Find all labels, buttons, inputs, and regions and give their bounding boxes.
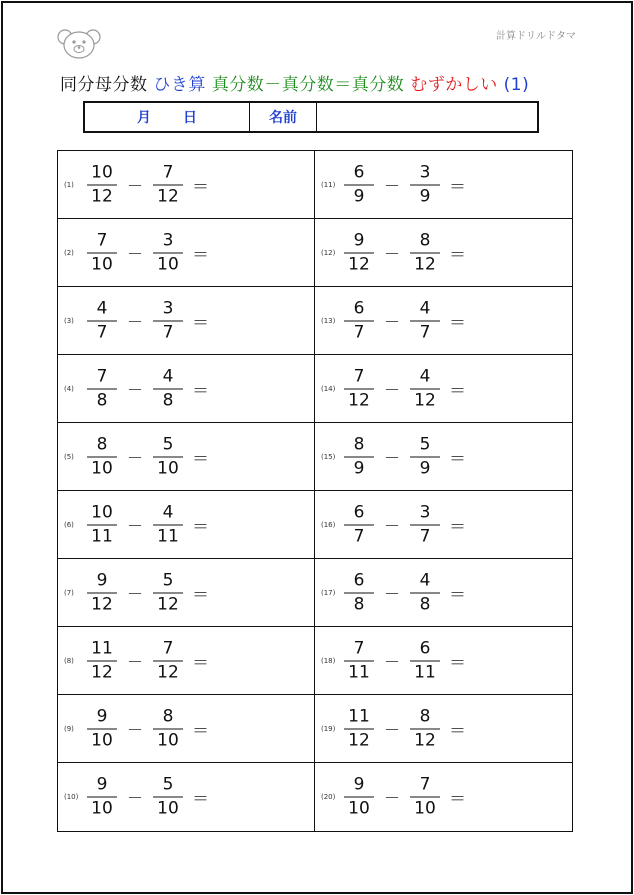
numerator: 4 xyxy=(96,298,108,318)
equals-sign: ＝ xyxy=(192,381,209,401)
subtrahend-fraction xyxy=(150,367,186,410)
name-input[interactable] xyxy=(317,103,537,131)
denominator: 12 xyxy=(414,730,436,750)
denominator: 10 xyxy=(157,458,179,478)
minuend-fraction xyxy=(341,299,377,342)
problem-number: (2) xyxy=(64,248,74,257)
fraction-bar xyxy=(410,252,440,253)
numerator: 7 xyxy=(162,638,174,658)
fraction-bar xyxy=(87,320,117,321)
fraction-bar xyxy=(87,524,117,525)
fraction-bar xyxy=(344,728,374,729)
subtrahend-fraction xyxy=(150,231,186,274)
denominator: 10 xyxy=(91,798,113,819)
equals-sign: ＝ xyxy=(192,517,209,537)
problem-number: (8) xyxy=(64,656,74,665)
fraction-bar xyxy=(153,797,183,798)
numerator: 3 xyxy=(419,162,431,182)
subtraction-expression xyxy=(84,299,209,342)
fraction-bar xyxy=(344,184,374,185)
numerator: 6 xyxy=(419,638,431,658)
equals-sign: ＝ xyxy=(449,517,466,537)
problem-cell xyxy=(315,287,572,355)
subtrahend-fraction xyxy=(407,776,443,819)
fraction-bar xyxy=(344,320,374,321)
subtrahend-fraction xyxy=(150,299,186,342)
title-part-pattern: 真分数－真分数＝真分数 xyxy=(211,75,405,95)
problem-cell xyxy=(58,559,315,627)
numerator: 7 xyxy=(162,162,174,182)
problem-cell xyxy=(315,559,572,627)
minuend-fraction xyxy=(84,776,120,819)
denominator: 7 xyxy=(353,322,365,342)
problem-number: (4) xyxy=(64,384,74,393)
subtraction-expression xyxy=(84,435,209,478)
fraction-bar xyxy=(410,660,440,661)
fraction-bar xyxy=(153,728,183,729)
minus-sign: － xyxy=(383,380,400,399)
subtraction-expression xyxy=(84,163,209,206)
subtrahend-fraction xyxy=(150,571,186,614)
subtraction-expression xyxy=(341,503,466,546)
fraction-bar xyxy=(153,320,183,321)
problem-cell xyxy=(58,627,315,695)
subtrahend-fraction xyxy=(150,503,186,546)
subtraction-expression xyxy=(341,231,466,274)
fraction-bar xyxy=(87,252,117,253)
numerator: 10 xyxy=(91,502,113,522)
numerator: 6 xyxy=(353,570,365,590)
numerator: 6 xyxy=(353,502,365,522)
fraction-bar xyxy=(153,456,183,457)
denominator: 10 xyxy=(91,254,113,274)
minus-sign: － xyxy=(383,584,400,603)
problem-number: (5) xyxy=(64,452,74,461)
fraction-bar xyxy=(87,660,117,661)
equals-sign: ＝ xyxy=(192,313,209,333)
minus-sign: － xyxy=(126,380,143,399)
denominator: 8 xyxy=(353,594,365,614)
day-label: 日 xyxy=(183,110,197,126)
equals-sign: ＝ xyxy=(449,245,466,265)
equals-sign: ＝ xyxy=(192,449,209,469)
subtrahend-fraction xyxy=(407,231,443,274)
problem-cell xyxy=(58,355,315,423)
numerator: 3 xyxy=(419,502,431,522)
fraction-bar xyxy=(344,456,374,457)
denominator: 10 xyxy=(91,458,113,478)
denominator: 12 xyxy=(91,594,113,614)
fraction-bar xyxy=(87,728,117,729)
denominator: 11 xyxy=(414,662,436,682)
problem-grid xyxy=(57,150,573,832)
problem-number: (18) xyxy=(321,656,336,665)
minus-sign: － xyxy=(383,516,400,535)
fraction-bar xyxy=(87,184,117,185)
minuend-fraction xyxy=(84,571,120,614)
numerator: 9 xyxy=(96,774,108,795)
equals-sign: ＝ xyxy=(449,789,466,810)
minus-sign: － xyxy=(383,176,400,195)
numerator: 3 xyxy=(162,230,174,250)
equals-sign: ＝ xyxy=(449,381,466,401)
subtraction-expression xyxy=(341,571,466,614)
numerator: 7 xyxy=(419,774,431,795)
problem-cell xyxy=(315,423,572,491)
numerator: 5 xyxy=(419,434,431,454)
minuend-fraction xyxy=(84,503,120,546)
denominator: 8 xyxy=(162,390,174,410)
subtraction-expression xyxy=(341,639,466,682)
equals-sign: ＝ xyxy=(192,789,209,810)
problem-number: (19) xyxy=(321,724,336,733)
subtrahend-fraction xyxy=(407,639,443,682)
numerator: 8 xyxy=(353,434,365,454)
denominator: 10 xyxy=(157,730,179,750)
title-part-fraction-type: 同分母分数 xyxy=(60,75,148,95)
minus-sign: － xyxy=(126,312,143,331)
subtraction-expression xyxy=(84,231,209,274)
fraction-bar xyxy=(410,184,440,185)
numerator: 10 xyxy=(91,162,113,182)
fraction-bar xyxy=(344,592,374,593)
denominator: 8 xyxy=(419,594,431,614)
denominator: 10 xyxy=(157,798,179,819)
denominator: 7 xyxy=(162,322,174,342)
equals-sign: ＝ xyxy=(449,721,466,741)
fraction-bar xyxy=(344,797,374,798)
fraction-bar xyxy=(87,456,117,457)
minus-sign: － xyxy=(126,516,143,535)
denominator: 10 xyxy=(348,798,370,819)
name-date-box xyxy=(83,101,539,133)
problem-cell xyxy=(58,423,315,491)
problem-number: (20) xyxy=(321,793,336,801)
numerator: 6 xyxy=(353,162,365,182)
denominator: 9 xyxy=(419,458,431,478)
denominator: 12 xyxy=(414,390,436,410)
equals-sign: ＝ xyxy=(192,653,209,673)
denominator: 12 xyxy=(348,730,370,750)
denominator: 9 xyxy=(353,186,365,206)
denominator: 11 xyxy=(157,526,179,546)
fraction-bar xyxy=(410,797,440,798)
subtraction-expression xyxy=(84,707,209,750)
numerator: 9 xyxy=(353,774,365,795)
subtrahend-fraction xyxy=(150,163,186,206)
minuend-fraction xyxy=(341,231,377,274)
bear-face-icon xyxy=(56,28,102,60)
denominator: 12 xyxy=(348,390,370,410)
denominator: 12 xyxy=(157,594,179,614)
denominator: 12 xyxy=(91,662,113,682)
problem-number: (17) xyxy=(321,588,336,597)
fraction-bar xyxy=(410,320,440,321)
minus-sign: － xyxy=(126,448,143,467)
subtrahend-fraction xyxy=(150,435,186,478)
subtraction-expression xyxy=(341,707,466,750)
minuend-fraction xyxy=(341,503,377,546)
equals-sign: ＝ xyxy=(192,721,209,741)
denominator: 10 xyxy=(157,254,179,274)
numerator: 4 xyxy=(419,298,431,318)
subtraction-expression xyxy=(341,435,466,478)
problem-number: (12) xyxy=(321,248,336,257)
brand-text: 計算ドリルドタマ xyxy=(496,31,576,42)
subtraction-expression xyxy=(341,163,466,206)
numerator: 4 xyxy=(162,502,174,522)
denominator: 12 xyxy=(348,254,370,274)
numerator: 8 xyxy=(162,706,174,726)
worksheet-title xyxy=(60,70,529,95)
minuend-fraction xyxy=(84,367,120,410)
subtraction-expression xyxy=(84,639,209,682)
minus-sign: － xyxy=(126,720,143,739)
subtrahend-fraction xyxy=(407,367,443,410)
fraction-bar xyxy=(410,728,440,729)
numerator: 6 xyxy=(353,298,365,318)
fraction-bar xyxy=(344,252,374,253)
fraction-bar xyxy=(87,592,117,593)
minus-sign: － xyxy=(383,652,400,671)
numerator: 8 xyxy=(419,230,431,250)
problem-number: (10) xyxy=(64,793,79,801)
minuend-fraction xyxy=(341,776,377,819)
minus-sign: － xyxy=(383,448,400,467)
subtraction-expression xyxy=(84,571,209,614)
equals-sign: ＝ xyxy=(449,313,466,333)
minus-sign: － xyxy=(126,584,143,603)
minuend-fraction xyxy=(341,707,377,750)
subtraction-expression xyxy=(341,299,466,342)
minuend-fraction xyxy=(84,639,120,682)
subtrahend-fraction xyxy=(407,163,443,206)
numerator: 9 xyxy=(353,230,365,250)
numerator: 5 xyxy=(162,774,174,795)
subtraction-expression xyxy=(84,503,209,546)
denominator: 9 xyxy=(419,186,431,206)
denominator: 7 xyxy=(353,526,365,546)
numerator: 9 xyxy=(96,570,108,590)
denominator: 12 xyxy=(157,662,179,682)
denominator: 7 xyxy=(96,322,108,342)
date-field[interactable] xyxy=(85,103,250,131)
problem-cell xyxy=(58,491,315,559)
minus-sign: － xyxy=(383,244,400,263)
fraction-bar xyxy=(410,592,440,593)
numerator: 7 xyxy=(96,366,108,386)
denominator: 11 xyxy=(91,526,113,546)
minuend-fraction xyxy=(84,435,120,478)
equals-sign: ＝ xyxy=(449,653,466,673)
denominator: 7 xyxy=(419,322,431,342)
numerator: 5 xyxy=(162,570,174,590)
subtrahend-fraction xyxy=(150,776,186,819)
problem-number: (15) xyxy=(321,452,336,461)
denominator: 12 xyxy=(157,186,179,206)
fraction-bar xyxy=(344,660,374,661)
numerator: 7 xyxy=(96,230,108,250)
title-part-sheet-number: (1) xyxy=(503,75,530,95)
name-label: 名前 xyxy=(250,103,317,131)
subtrahend-fraction xyxy=(150,707,186,750)
fraction-bar xyxy=(344,524,374,525)
problem-number: (14) xyxy=(321,384,336,393)
minuend-fraction xyxy=(341,367,377,410)
subtrahend-fraction xyxy=(407,435,443,478)
numerator: 8 xyxy=(419,706,431,726)
subtrahend-fraction xyxy=(150,639,186,682)
title-part-operation: ひき算 xyxy=(153,75,206,95)
fraction-bar xyxy=(410,524,440,525)
minus-sign: － xyxy=(383,720,400,739)
denominator: 9 xyxy=(353,458,365,478)
numerator: 3 xyxy=(162,298,174,318)
fraction-bar xyxy=(410,388,440,389)
minuend-fraction xyxy=(84,163,120,206)
problem-cell xyxy=(58,287,315,355)
numerator: 7 xyxy=(353,638,365,658)
fraction-bar xyxy=(410,456,440,457)
numerator: 11 xyxy=(348,706,370,726)
numerator: 4 xyxy=(419,570,431,590)
title-part-difficulty: むずかしい xyxy=(410,75,498,95)
fraction-bar xyxy=(344,388,374,389)
minus-sign: － xyxy=(126,652,143,671)
problem-number: (16) xyxy=(321,520,336,529)
problem-cell xyxy=(315,695,572,763)
fraction-bar xyxy=(153,592,183,593)
problem-cell xyxy=(315,355,572,423)
problem-number: (11) xyxy=(321,180,336,189)
numerator: 4 xyxy=(162,366,174,386)
denominator: 11 xyxy=(348,662,370,682)
subtrahend-fraction xyxy=(407,571,443,614)
equals-sign: ＝ xyxy=(449,177,466,197)
equals-sign: ＝ xyxy=(192,177,209,197)
problem-number: (3) xyxy=(64,316,74,325)
minuend-fraction xyxy=(341,435,377,478)
subtraction-expression xyxy=(341,776,466,819)
equals-sign: ＝ xyxy=(449,449,466,469)
month-label: 月 xyxy=(137,110,151,126)
problem-cell xyxy=(58,695,315,763)
equals-sign: ＝ xyxy=(192,245,209,265)
problem-cell xyxy=(315,219,572,287)
minus-sign: － xyxy=(383,312,400,331)
subtrahend-fraction xyxy=(407,707,443,750)
fraction-bar xyxy=(153,524,183,525)
minuend-fraction xyxy=(341,639,377,682)
equals-sign: ＝ xyxy=(192,585,209,605)
numerator: 7 xyxy=(353,366,365,386)
minuend-fraction xyxy=(84,231,120,274)
minus-sign: － xyxy=(126,244,143,263)
fraction-bar xyxy=(87,388,117,389)
problem-cell xyxy=(315,763,572,831)
subtraction-expression xyxy=(84,367,209,410)
problem-cell xyxy=(58,763,315,831)
problem-number: (6) xyxy=(64,520,74,529)
denominator: 8 xyxy=(96,390,108,410)
problem-cell xyxy=(315,151,572,219)
minuend-fraction xyxy=(84,707,120,750)
denominator: 12 xyxy=(91,186,113,206)
problem-cell xyxy=(315,491,572,559)
minuend-fraction xyxy=(84,299,120,342)
minuend-fraction xyxy=(341,163,377,206)
numerator: 4 xyxy=(419,366,431,386)
fraction-bar xyxy=(153,252,183,253)
equals-sign: ＝ xyxy=(449,585,466,605)
problem-number: (9) xyxy=(64,724,74,733)
minus-sign: － xyxy=(126,176,143,195)
fraction-bar xyxy=(153,184,183,185)
problem-cell xyxy=(58,219,315,287)
problem-cell xyxy=(315,627,572,695)
minus-sign: － xyxy=(383,788,400,808)
numerator: 8 xyxy=(96,434,108,454)
denominator: 10 xyxy=(91,730,113,750)
numerator: 9 xyxy=(96,706,108,726)
subtrahend-fraction xyxy=(407,299,443,342)
numerator: 5 xyxy=(162,434,174,454)
subtraction-expression xyxy=(84,776,209,819)
problem-number: (13) xyxy=(321,316,336,325)
minus-sign: － xyxy=(126,788,143,808)
denominator: 10 xyxy=(414,798,436,819)
problem-number: (7) xyxy=(64,588,74,597)
numerator: 11 xyxy=(91,638,113,658)
denominator: 7 xyxy=(419,526,431,546)
problem-number: (1) xyxy=(64,180,74,189)
fraction-bar xyxy=(153,388,183,389)
subtrahend-fraction xyxy=(407,503,443,546)
fraction-bar xyxy=(153,660,183,661)
fraction-bar xyxy=(87,797,117,798)
problem-cell xyxy=(58,151,315,219)
subtraction-expression xyxy=(341,367,466,410)
minuend-fraction xyxy=(341,571,377,614)
denominator: 12 xyxy=(414,254,436,274)
